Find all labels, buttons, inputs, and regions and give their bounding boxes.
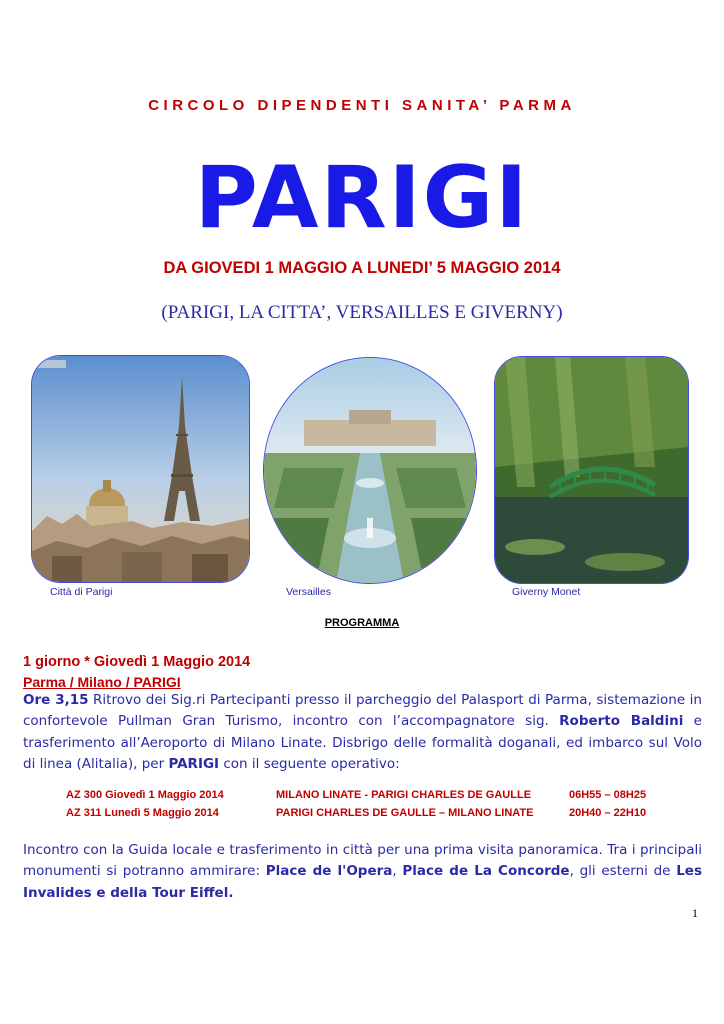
day-title: 1 giorno * Giovedì 1 Maggio 2014	[23, 654, 251, 670]
organization-name: CIRCOLO DIPENDENTI SANITA’ PARMA	[148, 97, 576, 114]
meeting-time: Ore 3,15	[23, 692, 89, 708]
flight-table	[66, 789, 706, 825]
day-route: Parma / Milano / PARIGI	[23, 674, 181, 690]
versailles-photo	[263, 357, 477, 584]
place-opera: Place de l'Opera	[265, 863, 393, 880]
flight-row: AZ 300 Giovedì 1 Maggio 2014 MILANO LINATE - PARIGI CHARLES DE GAULLE 06H55 – 08H25	[66, 789, 647, 801]
flight-row: AZ 311 Lunedì 5 Maggio 2014 PARIGI CHARLES DE GAULLE – MILANO LINATE 20H40 – 22H10	[66, 807, 647, 819]
program-heading: PROGRAMMA	[324, 617, 400, 629]
paris-photo	[31, 355, 250, 583]
guide-name: Roberto Baldini	[559, 713, 684, 730]
program-paragraph-1: Ore 3,15 Ritrovo dei Sig.ri Partecipanti presso il parcheggio del Palasport di Parma, sistemazione in confortevole Pullman Gran Turismo, incontro con l’accompagnatore sig. Roberto Baldini e trasferimento all’Aeroporto di Milano Linate. Disbrigo delle formalità doganali, ed imbarco sul Volo di linea (Alitalia), per PARIGI con il seguente operativo:	[23, 692, 702, 773]
destination: PARIGI	[168, 756, 220, 773]
trip-subtitle: (PARIGI, LA CITTA’, VERSAILLES E GIVERNY)	[161, 302, 563, 323]
trip-dates: DA GIOVEDI 1 MAGGIO A LUNEDI’ 5 MAGGIO 2014	[163, 259, 561, 277]
giverny-photo	[494, 356, 689, 584]
place-invalides-eiffel: Les Invalides e della Tour Eiffel.	[23, 863, 702, 901]
page-number: 1	[692, 906, 698, 920]
page-title: PARIGI	[194, 148, 530, 248]
program-paragraph-2: Incontro con la Guida locale e trasferimento in città per una prima visita panoramica. Tra i principali monumenti si potranno ammirare: Place de l'Opera, Place de La Concorde, gli esterni de Les Invalides e della Tour Eiffel.	[23, 842, 702, 901]
caption-versailles: Versailles	[286, 586, 331, 598]
place-concorde: Place de La Concorde	[402, 863, 570, 880]
caption-giverny: Giverny Monet	[512, 586, 581, 598]
caption-paris: Città di Parigi	[50, 586, 113, 598]
